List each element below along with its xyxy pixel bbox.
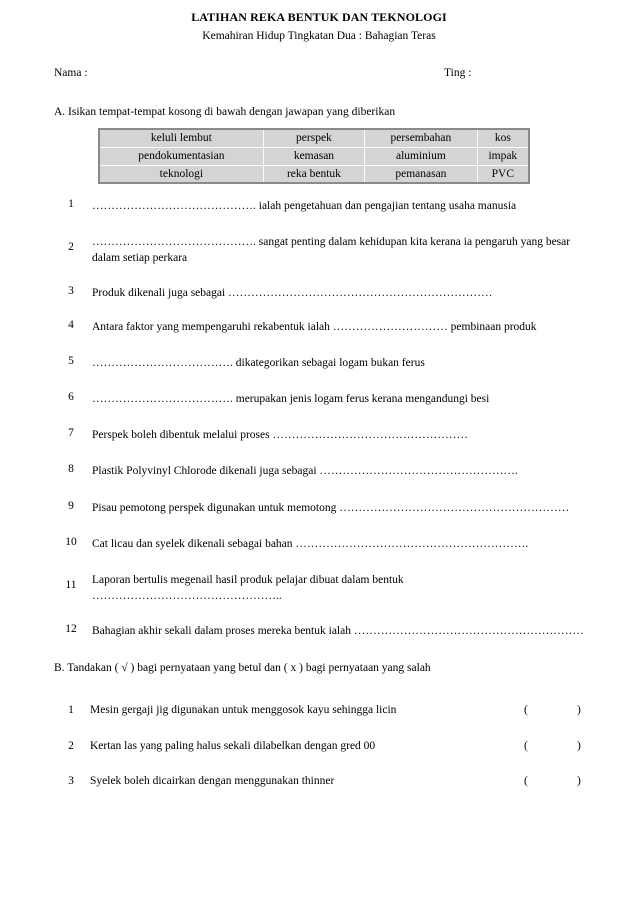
word-bank-cell: perspek xyxy=(263,129,364,147)
statement-text: Syelek boleh dicairkan dengan menggunakan thinner xyxy=(90,775,335,787)
statement-number: 1 xyxy=(68,704,74,716)
question-number: 9 xyxy=(68,500,74,512)
question-number: 4 xyxy=(68,319,74,331)
statement-number: 3 xyxy=(68,775,74,787)
form-label: Ting : xyxy=(444,67,472,79)
question-number: 1 xyxy=(68,198,74,210)
question-text: Pisau pemotong perspek digunakan untuk memotong …………………………………………………… xyxy=(92,502,570,514)
word-bank-cell: keluli lembut xyxy=(99,129,263,147)
name-label: Nama : xyxy=(54,67,88,79)
statement-text: Kertan las yang paling halus sekali dilabelkan dengan gred 00 xyxy=(90,740,376,752)
answer-paren-open: ( xyxy=(524,704,528,716)
answer-paren-open: ( xyxy=(524,740,528,752)
question-number: 5 xyxy=(68,355,74,367)
word-bank-cell: reka bentuk xyxy=(263,165,364,183)
question-text: ………………………………. dikategorikan sebagai logam bukan ferus xyxy=(92,357,425,369)
question-text: Bahagian akhir sekali dalam proses mereka bentuk ialah …………………………………………………… xyxy=(92,625,584,637)
answer-paren-close: ) xyxy=(577,740,581,752)
worksheet-subtitle: Kemahiran Hidup Tingkatan Dua : Bahagian Teras xyxy=(202,30,436,42)
worksheet-title: LATIHAN REKA BENTUK DAN TEKNOLOGI xyxy=(191,10,447,24)
word-bank-cell: pemanasan xyxy=(365,165,478,183)
answer-paren-close: ) xyxy=(577,704,581,716)
statement-text: Mesin gergaji jig digunakan untuk menggosok kayu sehingga licin xyxy=(90,704,397,716)
word-bank-cell: aluminium xyxy=(365,147,478,165)
question-number: 7 xyxy=(68,427,74,439)
question-number: 6 xyxy=(68,391,74,403)
question-number: 10 xyxy=(65,536,77,548)
question-text: Laporan bertulis megenail hasil produk pelajar dibuat dalam bentuk ………………………………………….. xyxy=(92,574,404,602)
word-bank-cell: persembahan xyxy=(365,129,478,147)
word-bank-cell: kemasan xyxy=(263,147,364,165)
question-text: Plastik Polyvinyl Chlorode dikenali juga sebagai ……………………………………………. xyxy=(92,465,518,477)
word-bank-table xyxy=(98,128,530,184)
question-text: Cat licau dan syelek dikenali sebagai bahan ……………………………………………………. xyxy=(92,538,529,550)
question-text: ……………………………………. ialah pengetahuan dan pengajian tentang usaha manusia xyxy=(92,200,517,212)
question-number: 11 xyxy=(65,579,77,591)
question-number: 2 xyxy=(68,241,74,253)
question-number: 3 xyxy=(68,285,74,297)
answer-paren-close: ) xyxy=(577,775,581,787)
question-number: 12 xyxy=(65,623,77,635)
question-text: ………………………………. merupakan jenis logam ferus kerana mengandungi besi xyxy=(92,393,490,405)
section-b-instruction: B. Tandakan ( √ ) bagi pernyataan yang betul dan ( x ) bagi pernyataan yang salah xyxy=(54,662,431,674)
word-bank-cell: impak xyxy=(477,147,529,165)
section-a-instruction: A. Isikan tempat-tempat kosong di bawah dengan jawapan yang diberikan xyxy=(54,106,396,118)
question-text: ……………………………………. sangat penting dalam kehidupan kita kerana ia pengaruh yang besar dalam setiap perkara xyxy=(92,236,571,264)
question-text: Perspek boleh dibentuk melalui proses …………………………………………… xyxy=(92,429,468,441)
answer-paren-open: ( xyxy=(524,775,528,787)
word-bank-row xyxy=(99,165,529,183)
word-bank-row xyxy=(99,129,529,147)
word-bank-cell: teknologi xyxy=(99,165,263,183)
word-bank-cell: pendokumentasian xyxy=(99,147,263,165)
word-bank-cell: PVC xyxy=(477,165,529,183)
question-text: Produk dikenali juga sebagai …………………………………………………………… xyxy=(92,287,493,299)
word-bank-cell: kos xyxy=(477,129,529,147)
question-number: 8 xyxy=(68,463,74,475)
word-bank-row xyxy=(99,147,529,165)
statement-number: 2 xyxy=(68,740,74,752)
question-text: Antara faktor yang mempengaruhi rekabentuk ialah ………………………… pembinaan produk xyxy=(92,321,537,333)
